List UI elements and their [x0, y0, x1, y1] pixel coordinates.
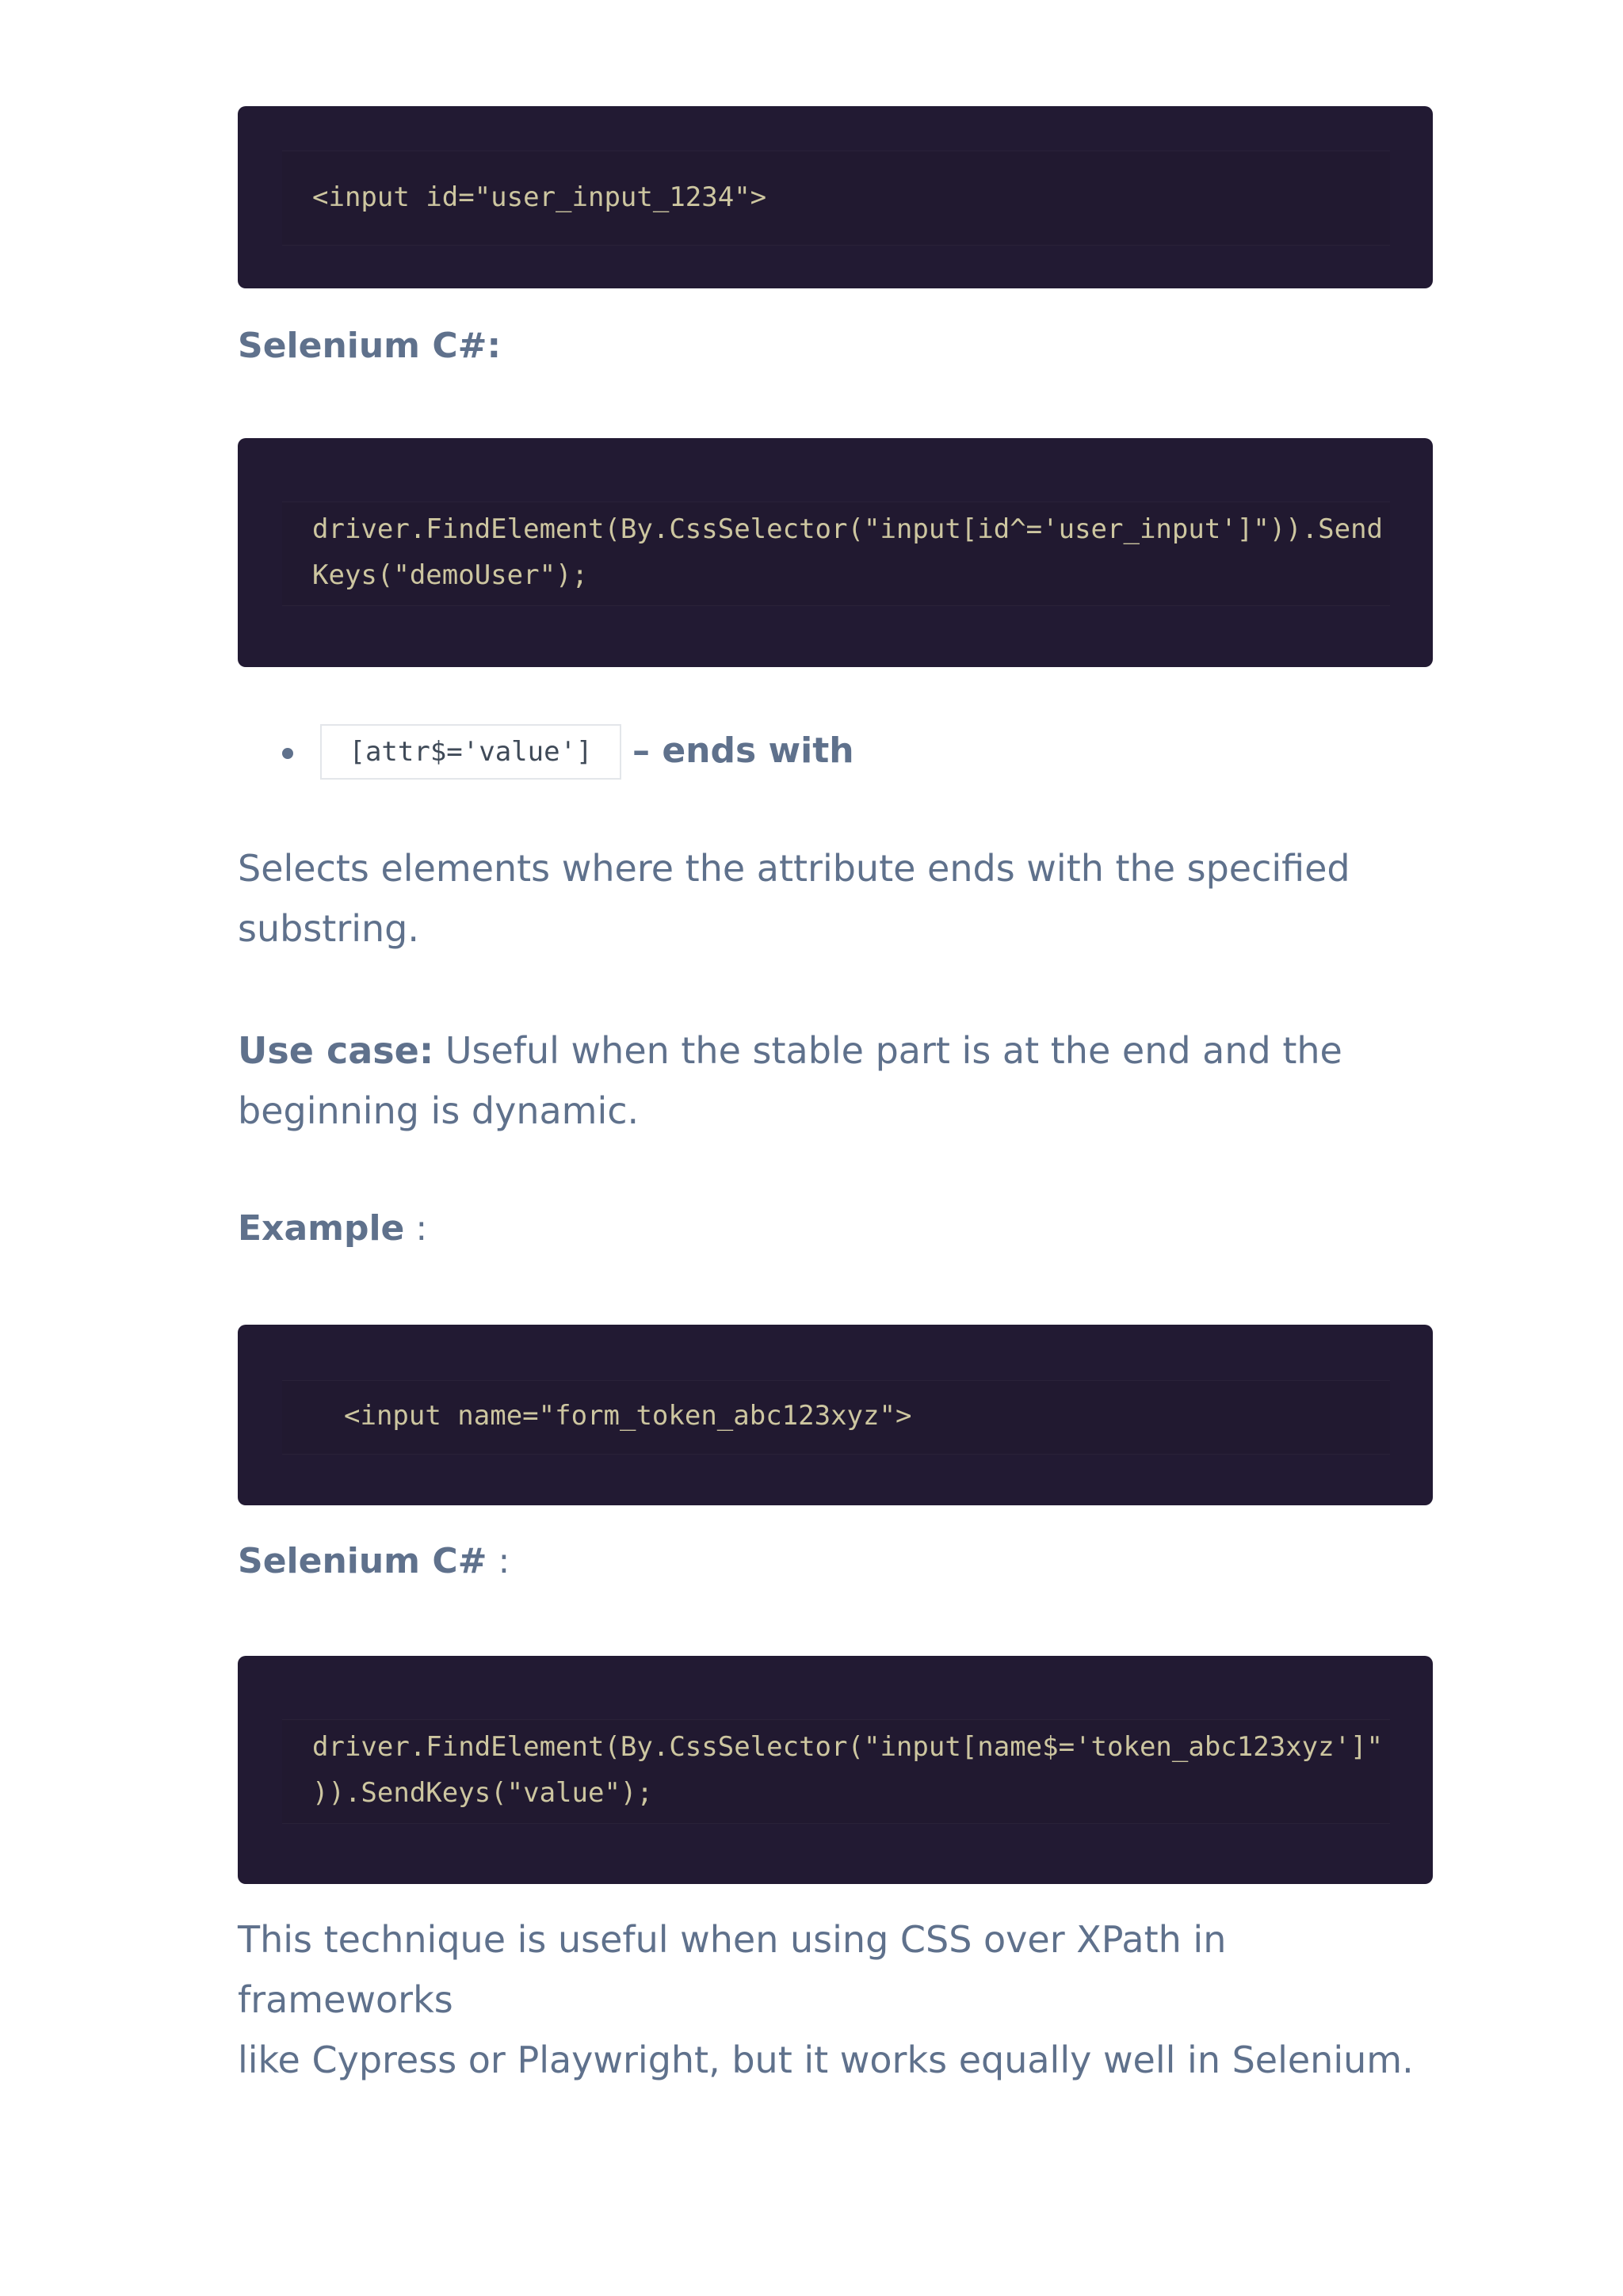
code-line: driver.FindElement(By.CssSelector("input[id^='user_input']")).Send [312, 513, 1384, 545]
code-line: driver.FindElement(By.CssSelector("input[name$='token_abc123xyz']" [312, 1731, 1384, 1763]
code-block-selenium-ends-with [238, 1656, 1433, 1884]
heading-suffix: : [487, 1541, 510, 1581]
inline-code-selector: [attr$='value'] [320, 724, 621, 780]
heading-selenium-csharp [238, 322, 501, 371]
code-block-html-input-id [238, 106, 1433, 288]
use-case-label: Use case: [238, 1029, 434, 1072]
closing-paragraph [238, 1909, 1433, 2090]
description-line: substring. [238, 907, 419, 950]
heading-text: Example [238, 1208, 405, 1249]
bullet-dot [282, 748, 293, 759]
code-block-selenium-starts-with [238, 438, 1433, 667]
description-line: Selects elements where the attribute ends with the specified [238, 847, 1350, 890]
description-paragraph [238, 838, 1433, 959]
closing-line: like Cypress or Playwright, but it works equally well in Selenium. [238, 2039, 1414, 2081]
use-case-line: Useful when the stable part is at the end and the [433, 1029, 1342, 1072]
closing-line: This technique is useful when using CSS over XPath in frameworks [238, 1918, 1227, 2021]
code-line: <input name="form_token_abc123xyz"> [344, 1400, 912, 1432]
bullet-list-item [238, 721, 1433, 781]
heading-example [238, 1204, 427, 1253]
heading-text: Selenium C#: [238, 326, 502, 366]
use-case-paragraph [238, 1020, 1433, 1141]
heading-suffix: : [404, 1208, 428, 1249]
heading-text: Selenium C# [238, 1541, 487, 1581]
code-block-html-input-name [238, 1325, 1433, 1505]
code-line: Keys("demoUser"); [312, 559, 588, 591]
code-line: )).SendKeys("value"); [312, 1777, 653, 1809]
heading-selenium-csharp [238, 1537, 510, 1586]
use-case-line: beginning is dynamic. [238, 1089, 640, 1132]
bullet-label: – ends with [632, 730, 854, 771]
code-line: <input id="user_input_1234"> [312, 181, 767, 213]
